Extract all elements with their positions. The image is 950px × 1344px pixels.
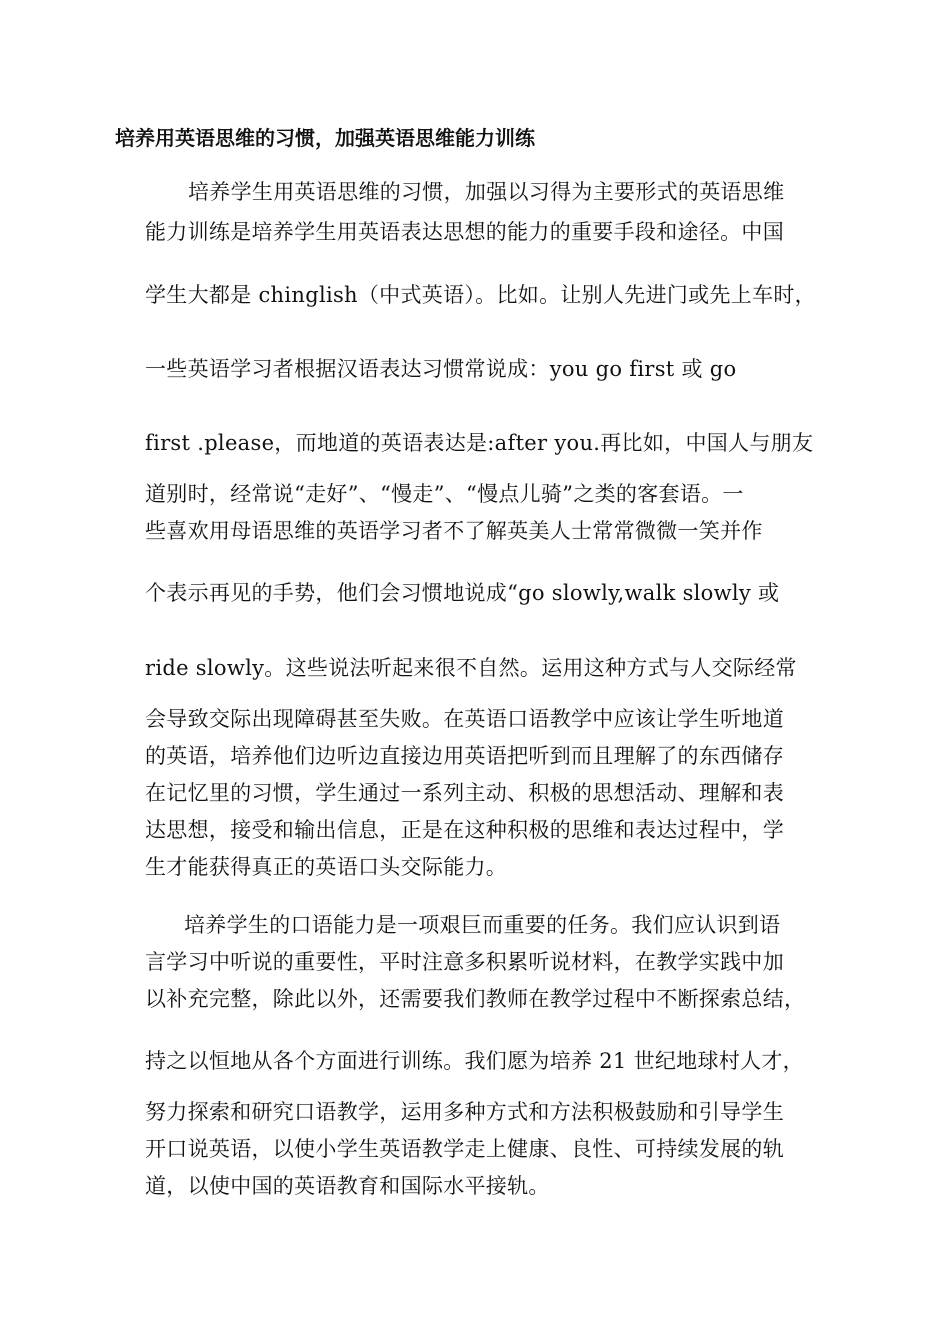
paragraph-line: 些喜欢用母语思维的英语学习者不了解英美人士常常微微一笑并作 <box>145 519 763 543</box>
paragraph-line: 个表示再见的手势，他们会习惯地说成“go slowly,walk slowly 或 <box>145 581 780 605</box>
paragraph-line: 开口说英语，以使小学生英语教学走上健康、良性、可持续发展的轨 <box>145 1137 784 1161</box>
paragraph-line: 生才能获得真正的英语口头交际能力。 <box>145 855 508 879</box>
paragraph-line: 达思想，接受和输出信息，正是在这种积极的思维和表达过程中，学 <box>145 818 784 842</box>
paragraph-line: 的英语，培养他们边听边直接边用英语把听到而且理解了的东西储存 <box>145 744 784 768</box>
paragraph-line: 培养学生用英语思维的习惯，加强以习得为主要形式的英语思维 <box>188 180 785 204</box>
paragraph-line: 培养学生的口语能力是一项艰巨而重要的任务。我们应认识到语 <box>184 913 781 937</box>
paragraph-line: 会导致交际出现障碍甚至失败。在英语口语教学中应该让学生听地道 <box>145 707 784 731</box>
paragraph-line: ride slowly。这些说法听起来很不自然。运用这种方式与人交际经常 <box>145 656 797 680</box>
document-title: 培养用英语思维的习惯，加强英语思维能力训练 <box>115 126 535 150</box>
paragraph-line: 以补充完整，除此以外，还需要我们教师在教学过程中不断探索总结， <box>145 987 806 1011</box>
paragraph-line: 道别时，经常说“走好”、“慢走”、“慢点儿骑”之类的客套语。一 <box>145 482 744 506</box>
paragraph-line: 持之以恒地从各个方面进行训练。我们愿为培养 21 世纪地球村人才， <box>145 1049 804 1073</box>
paragraph-line: 学生大都是 chinglish（中式英语）。比如。让别人先进门或先上车时， <box>145 283 816 307</box>
paragraph-line: 一些英语学习者根据汉语表达习惯常说成：you go first 或 go <box>145 357 737 381</box>
paragraph-line: 在记忆里的习惯，学生通过一系列主动、积极的思想活动、理解和表 <box>145 781 784 805</box>
paragraph-line: first .please，而地道的英语表达是:after you.再比如，中国人与朋友 <box>145 431 814 455</box>
paragraph-line: 言学习中听说的重要性，平时注意多积累听说材料，在教学实践中加 <box>145 950 784 974</box>
paragraph-line: 努力探索和研究口语教学，运用多种方式和方法积极鼓励和引导学生 <box>145 1100 784 1124</box>
paragraph-line: 道，以使中国的英语教育和国际水平接轨。 <box>145 1174 550 1198</box>
paragraph-line: 能力训练是培养学生用英语表达思想的能力的重要手段和途径。中国 <box>145 220 784 244</box>
